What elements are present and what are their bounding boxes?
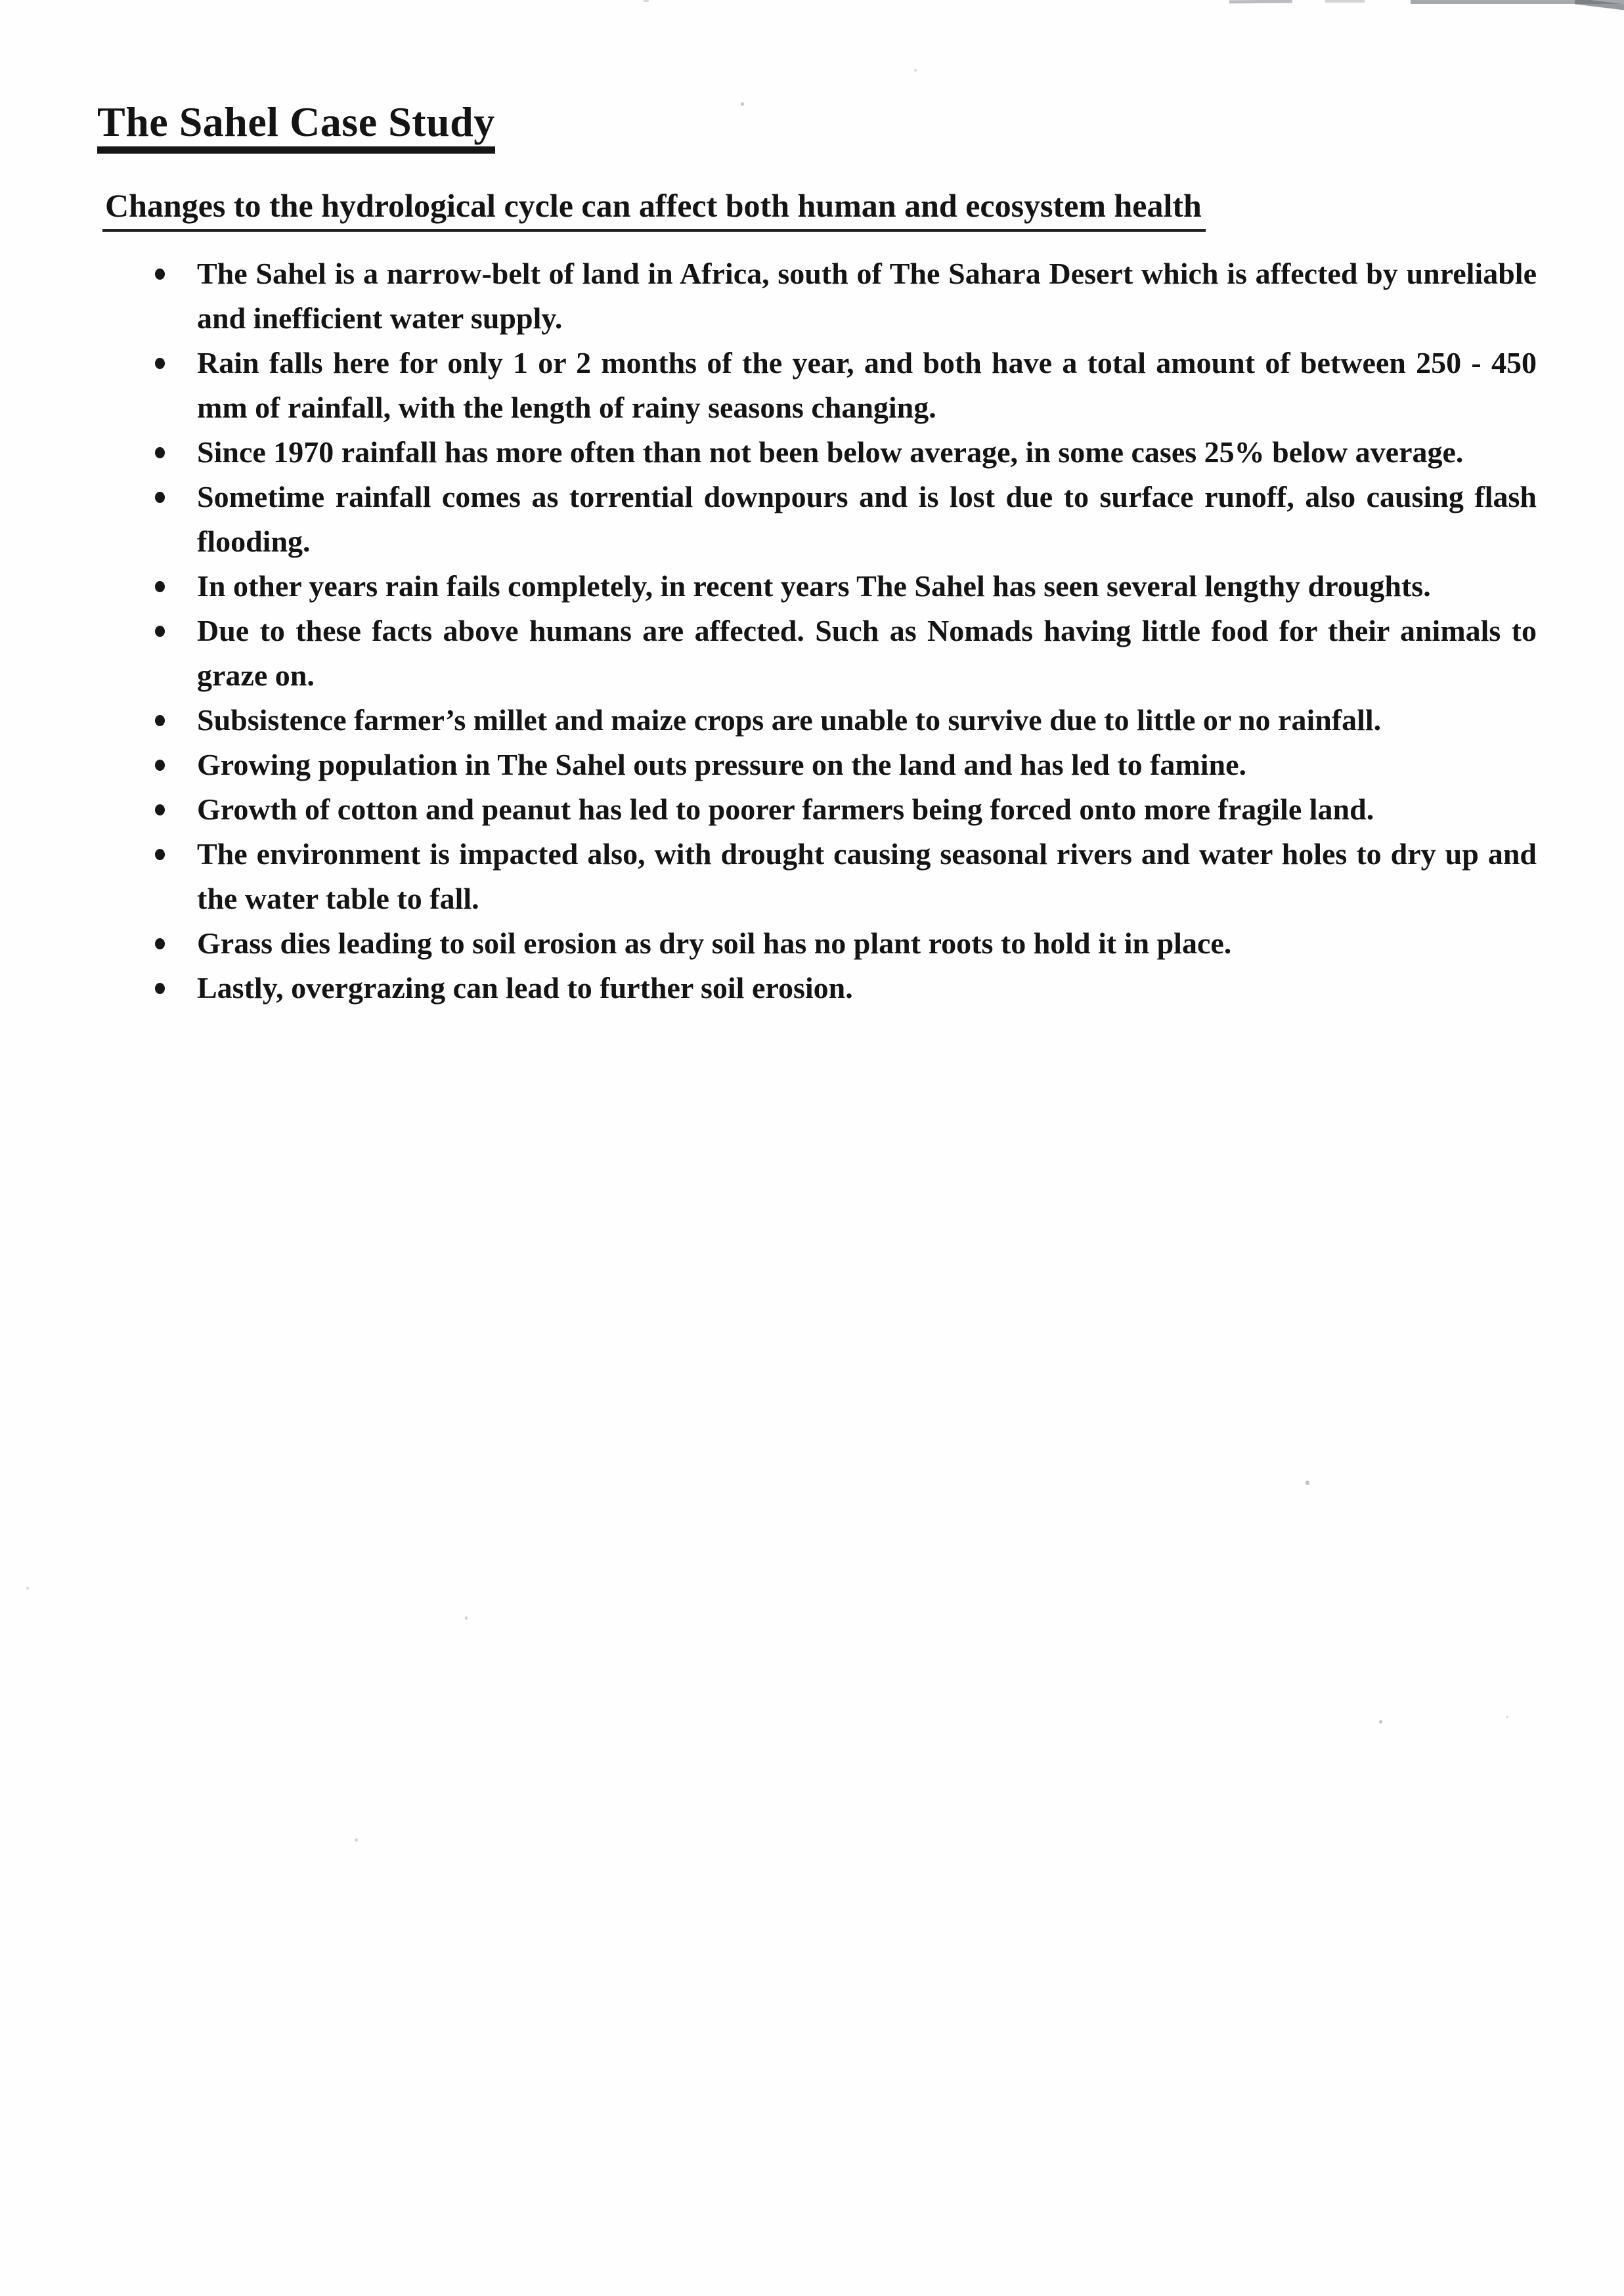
bullet-dot-icon (155, 447, 165, 458)
bullet-dot-icon (155, 849, 165, 860)
bullet-text: Grass dies leading to soil erosion as dry soil has no plant roots to hold it in place. (197, 926, 1232, 961)
scan-speck (26, 1587, 29, 1590)
bullet-text: Growth of cotton and peanut has led to poorer farmers being forced onto more fragile land. (197, 792, 1374, 827)
scan-speck (914, 69, 917, 72)
scan-speck (1379, 1720, 1382, 1723)
scan-speck (1306, 1481, 1309, 1485)
scan-edge-artifact (1229, 0, 1292, 3)
list-item (151, 251, 1537, 341)
scan-edge-artifact (1325, 0, 1365, 3)
list-item (151, 832, 1537, 921)
bullet-dot-icon (155, 626, 165, 637)
bullet-text: Subsistence farmer’s millet and maize crops are unable to survive due to little or no rainfall. (197, 703, 1382, 737)
scan-speck (355, 1838, 358, 1842)
page-subtitle: Changes to the hydrological cycle can affect both human and ecosystem health (102, 188, 1206, 232)
bullet-text: Rain falls here for only 1 or 2 months of the year, and both have a total amount of between 250 - 450 mm of rainfall, with the length of rainy seasons changing. (197, 346, 1537, 425)
subtitle-block (97, 154, 1533, 232)
list-item (151, 787, 1537, 832)
bullet-text: In other years rain fails completely, in recent years The Sahel has seen several lengthy droughts. (197, 569, 1431, 603)
list-item (151, 921, 1537, 966)
bullet-text: Due to these facts above humans are affected. Such as Nomads having little food for their animals to graze on. (197, 614, 1537, 693)
title-block (97, 100, 1533, 154)
list-item (151, 341, 1537, 430)
scan-speck (1506, 1716, 1508, 1718)
bullet-text: The environment is impacted also, with drought causing seasonal rivers and water holes to dry up and the water table to fall. (197, 837, 1537, 916)
bullet-text: Lastly, overgrazing can lead to further soil erosion. (197, 971, 853, 1005)
list-item (151, 743, 1537, 787)
page-title: The Sahel Case Study (97, 100, 495, 154)
bullet-dot-icon (155, 983, 165, 994)
bullet-list (151, 251, 1537, 1010)
bullet-text: Growing population in The Sahel outs pressure on the land and has led to famine. (197, 748, 1247, 782)
bullet-text: Sometime rainfall comes as torrential downpours and is lost due to surface runoff, also causing flash flooding. (197, 480, 1537, 559)
list-item (151, 609, 1537, 698)
list-item (151, 564, 1537, 609)
bullet-dot-icon (155, 938, 165, 949)
list-item (151, 966, 1537, 1010)
scan-speck (465, 1616, 468, 1620)
list-item (151, 475, 1537, 564)
bullet-dot-icon (155, 358, 165, 369)
bullet-dot-icon (155, 715, 165, 726)
bullet-dot-icon (155, 269, 165, 280)
list-item (151, 430, 1537, 475)
bullet-text: Since 1970 rainfall has more often than not been below average, in some cases 25% below average. (197, 435, 1464, 469)
scan-speck (741, 102, 744, 106)
scan-edge-artifact (644, 0, 649, 2)
bullet-dot-icon (155, 581, 165, 592)
bullet-dot-icon (155, 760, 165, 771)
bullet-dot-icon (155, 492, 165, 503)
bullet-dot-icon (155, 804, 165, 815)
bullet-text: The Sahel is a narrow-belt of land in Africa, south of The Sahara Desert which is affected by unreliable and inefficient water supply. (197, 257, 1537, 336)
list-item (151, 698, 1537, 743)
